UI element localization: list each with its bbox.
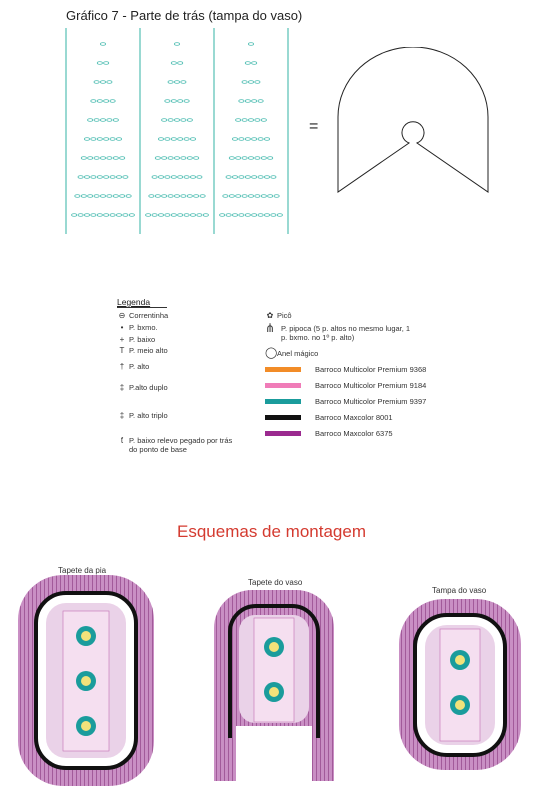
- legend-label: P. meio alto: [129, 346, 168, 355]
- chain-stitch-mark: [100, 81, 105, 84]
- legend-label: P. alto triplo: [129, 411, 168, 420]
- chain-stitch-mark: [152, 176, 157, 179]
- chain-stitch-mark: [181, 81, 186, 84]
- chain-stitch-mark: [88, 157, 93, 160]
- chain-stitch-mark: [78, 176, 83, 179]
- yarn-swatch: [265, 399, 301, 404]
- chain-stitch-mark: [271, 214, 276, 217]
- double-crochet-icon: †: [119, 362, 125, 371]
- magic-ring-icon: ◯: [265, 347, 278, 359]
- chain-stitch-mark: [152, 214, 157, 217]
- chain-stitch-mark: [236, 195, 241, 198]
- legend-label: P. baixo relevo pegado por trás do ponto de base: [129, 436, 233, 454]
- chain-stitch-mark: [232, 214, 237, 217]
- yarn-swatch: [265, 383, 301, 388]
- chain-stitch-mark: [158, 176, 163, 179]
- assembly-diagram-tapete-pia: [16, 573, 156, 788]
- chain-stitch-mark: [190, 214, 195, 217]
- chain-stitch-mark: [116, 176, 121, 179]
- chain-stitch-mark: [110, 214, 115, 217]
- chain-stitch-mark: [72, 214, 77, 217]
- flower-motifs: [76, 626, 96, 736]
- legend-item-p-meio-alto: [117, 346, 168, 355]
- chain-stitch-mark: [91, 138, 96, 141]
- stitch-chart: [60, 26, 300, 238]
- chain-stitch-mark: [110, 176, 115, 179]
- chain-stitch-mark: [107, 157, 112, 160]
- chain-stitch-mark: [252, 214, 257, 217]
- chain-stitch-mark: [116, 138, 121, 141]
- chain-stitch-mark: [162, 119, 167, 122]
- chain-stitch-mark: [252, 176, 257, 179]
- chain-stitch-mark: [94, 195, 99, 198]
- chain-stitch-mark: [97, 176, 102, 179]
- chain-stitch-mark: [120, 157, 125, 160]
- chain-stitch-mark: [158, 214, 163, 217]
- legend-item-p-alto-duplo: [117, 383, 168, 392]
- yarn-label: Barroco Maxcolor 6375: [315, 429, 393, 438]
- chain-stitch-mark: [178, 176, 183, 179]
- picot-icon: ✿: [266, 311, 274, 320]
- chain-stitch-mark: [239, 214, 244, 217]
- assembly-heading: Esquemas de montagem: [177, 522, 366, 541]
- chain-stitch-mark: [226, 176, 231, 179]
- chain-stitch-mark: [116, 214, 121, 217]
- chain-stitch-mark: [91, 100, 96, 103]
- chain-stitch-mark: [107, 119, 112, 122]
- chain-stitch-mark: [97, 100, 102, 103]
- chain-stitch-mark: [149, 195, 154, 198]
- chain-stitch-mark: [223, 195, 228, 198]
- yarn-label: Barroco Maxcolor 8001: [315, 413, 393, 422]
- legend-label: Anel mágico: [277, 349, 319, 358]
- legend-item-anel-magico: [265, 349, 318, 358]
- chart-title: Gráfico 7 - Parte de trás (tampa do vaso): [66, 8, 303, 23]
- chain-stitch-mark: [168, 119, 173, 122]
- legend-label: P. bxmo.: [129, 323, 158, 332]
- yarn-swatch: [265, 367, 301, 372]
- chain-stitch-mark: [248, 157, 253, 160]
- chain-stitch-mark: [226, 214, 231, 217]
- slip-stitch-icon: •: [120, 323, 124, 332]
- chain-stitch-mark: [190, 176, 195, 179]
- chain-stitch-mark: [146, 214, 151, 217]
- chain-stitch-mark: [245, 214, 250, 217]
- chain-stitch-mark: [88, 119, 93, 122]
- chain-stitch-mark: [84, 214, 89, 217]
- chain-stitch-mark: [91, 214, 96, 217]
- chain-stitch-mark: [104, 100, 109, 103]
- chain-stitch-mark: [245, 100, 250, 103]
- chain-stitch-mark: [203, 214, 208, 217]
- chain-stitch-mark: [174, 195, 179, 198]
- chain-stitch-mark: [88, 195, 93, 198]
- chain-stitch-mark: [165, 214, 170, 217]
- chain-stitch-mark: [271, 176, 276, 179]
- yarn-swatch: [265, 431, 301, 436]
- chain-stitch-mark: [113, 157, 118, 160]
- chain-stitch-mark: [181, 195, 186, 198]
- chain-stitch-mark: [248, 195, 253, 198]
- chain-stitch-mark: [242, 157, 247, 160]
- chain-stitch-mark: [104, 214, 109, 217]
- chain-stitch-mark: [168, 81, 173, 84]
- chain-stitch-mark: [178, 138, 183, 141]
- back-post-stitch-icon: ƭ: [120, 436, 124, 445]
- chain-stitch-mark: [113, 119, 118, 122]
- chain-stitch-mark: [110, 100, 115, 103]
- legend-label: P. pipoca (5 p. altos no mesmo lugar, 1 p. bxmo. no 1º p. alto): [281, 324, 411, 342]
- chain-stitch-mark: [91, 176, 96, 179]
- chain-stitch-mark: [165, 100, 170, 103]
- chain-stitch-mark: [165, 176, 170, 179]
- lid-shape-outline: [333, 47, 493, 202]
- treble-crochet-icon: ‡: [119, 383, 125, 392]
- chain-stitch-mark: [174, 119, 179, 122]
- assembly-diagram-tapete-vaso: [212, 588, 336, 783]
- diagram-label-tampa-vaso: Tampa do vaso: [432, 586, 487, 595]
- chain-stitch-mark: [171, 138, 176, 141]
- chain-stitch-mark: [171, 100, 176, 103]
- chain-stitch-mark: [165, 138, 170, 141]
- chain-stitch-mark: [104, 138, 109, 141]
- chain-stitch-mark: [120, 195, 125, 198]
- chain-stitch-mark: [255, 81, 260, 84]
- chain-stitch-mark: [81, 195, 86, 198]
- chain-stitch-mark: [94, 157, 99, 160]
- chain-stitch-mark: [255, 157, 260, 160]
- chain-stitch-mark: [232, 176, 237, 179]
- chain-stitch-mark: [81, 157, 86, 160]
- single-crochet-icon: +: [119, 335, 125, 344]
- legend-item-p-baixo: [117, 335, 155, 344]
- chain-stitch-mark: [174, 81, 179, 84]
- legend-label: Correntinha: [129, 311, 169, 320]
- popcorn-stitch-icon: ⋔: [265, 321, 276, 335]
- chain-stitch-mark: [239, 138, 244, 141]
- chain-stitch-mark: [162, 195, 167, 198]
- chain-stitch-mark: [229, 195, 234, 198]
- chain-stitch-mark: [220, 214, 225, 217]
- legend-item-pipoca: [265, 321, 415, 342]
- legend-label: P.alto duplo: [129, 383, 168, 392]
- chain-stitch-mark: [274, 195, 279, 198]
- chain-stitch-mark: [97, 214, 102, 217]
- equals-sign: =: [309, 118, 319, 135]
- chain-stitch-mark: [190, 138, 195, 141]
- chain-stitch-mark: [258, 100, 263, 103]
- chain-stitch-mark: [158, 138, 163, 141]
- chain-stitch-mark: [258, 214, 263, 217]
- chain-stitch-mark: [184, 176, 189, 179]
- yarn-swatch: [265, 415, 301, 420]
- chain-stitch-mark: [232, 138, 237, 141]
- chain-stitch-mark: [268, 157, 273, 160]
- chain-stitch-mark: [107, 81, 112, 84]
- chain-stitch-mark: [184, 214, 189, 217]
- chain-stitch-mark: [261, 195, 266, 198]
- chain-stitch-mark: [107, 195, 112, 198]
- chain-stitch-mark: [178, 214, 183, 217]
- chain-stitch-mark: [78, 214, 83, 217]
- chain-stitch-mark: [197, 214, 202, 217]
- chain-stitch-mark: [264, 214, 269, 217]
- diagram-label-tapete-pia: Tapete da pia: [58, 566, 107, 575]
- chain-stitch-mark: [245, 138, 250, 141]
- chain-stitch-mark: [187, 119, 192, 122]
- chain-stitch-mark: [155, 157, 160, 160]
- chain-stitch-mark: [84, 138, 89, 141]
- chain-stitch-mark: [252, 100, 257, 103]
- chain-stitch-mark: [252, 138, 257, 141]
- chain-stitch-mark: [264, 176, 269, 179]
- legend-item-correntinha: [117, 311, 168, 320]
- chain-stitch-mark: [104, 176, 109, 179]
- chain-stitch-mark: [100, 157, 105, 160]
- chain-stitch-mark: [84, 176, 89, 179]
- chain-stitch-mark: [197, 176, 202, 179]
- chain-stitch-mark: [171, 62, 176, 65]
- chain-stitch-mark: [248, 81, 253, 84]
- chain-stitch-mark: [245, 62, 250, 65]
- chain-stitch-mark: [200, 195, 205, 198]
- yarn-label: Barroco Multicolor Premium 9397: [315, 397, 427, 406]
- chain-stitch-mark: [123, 214, 128, 217]
- chain-stitch-mark: [162, 157, 167, 160]
- chain-stitch-mark: [155, 195, 160, 198]
- chain-stitch-mark: [229, 157, 234, 160]
- legend-item-p-baixo-relevo: [117, 436, 237, 454]
- chain-stitch-mark: [261, 119, 266, 122]
- chain-stitch-mark: [178, 100, 183, 103]
- chain-stitch-mark: [194, 195, 199, 198]
- chain-stitch-mark: [258, 138, 263, 141]
- chain-stitch-mark: [181, 157, 186, 160]
- chain-stitch-mark: [194, 157, 199, 160]
- chain-stitch-mark: [94, 119, 99, 122]
- chain-stitch-mark: [239, 100, 244, 103]
- chain-stitch-mark: [242, 81, 247, 84]
- chain-stitch-mark: [248, 43, 253, 46]
- chain-stitch-mark: [181, 119, 186, 122]
- chain-stitch-mark: [242, 119, 247, 122]
- chain-stitch-mark: [252, 62, 257, 65]
- chain-stitch-mark: [174, 43, 179, 46]
- legend-item-pico: [265, 311, 292, 320]
- chain-stitch-mark: [255, 119, 260, 122]
- chain-stitch-mark: [129, 214, 134, 217]
- chain-stitch-mark: [97, 138, 102, 141]
- double-treble-crochet-icon: ‡: [119, 411, 125, 420]
- chain-stitch-mark: [100, 119, 105, 122]
- chain-stitch-mark: [187, 157, 192, 160]
- chain-stitch-mark: [277, 214, 282, 217]
- chain-stitch-mark: [261, 157, 266, 160]
- chain-stitch-mark: [123, 176, 128, 179]
- chain-stitch-mark: [178, 62, 183, 65]
- chain-stitch-mark: [126, 195, 131, 198]
- chain-stitch-mark: [239, 176, 244, 179]
- chain-stitch-mark: [242, 195, 247, 198]
- chain-stitch-mark: [100, 195, 105, 198]
- chain-stitch-mark: [113, 195, 118, 198]
- chain-stitch-mark: [255, 195, 260, 198]
- chain-stitch-mark: [248, 119, 253, 122]
- chain-stitch-mark: [236, 119, 241, 122]
- chain-stitch-mark: [187, 195, 192, 198]
- yarn-label: Barroco Multicolor Premium 9368: [315, 365, 427, 374]
- chain-stitch-mark: [264, 138, 269, 141]
- chain-stitch-mark: [258, 176, 263, 179]
- chain-stitch-mark: [97, 62, 102, 65]
- chain-stitch-mark: [236, 157, 241, 160]
- chain-stitch-mark: [168, 195, 173, 198]
- chain-stitch-mark: [104, 62, 109, 65]
- chain-stitch-mark: [75, 195, 80, 198]
- legend-item-p-alto: [117, 362, 149, 371]
- chain-stitch-icon: ⊖: [118, 311, 126, 320]
- legend-title: Legenda: [117, 297, 151, 307]
- chain-stitch-mark: [110, 138, 115, 141]
- chain-stitch-mark: [171, 176, 176, 179]
- chain-stitch-mark: [100, 43, 105, 46]
- legend-underline: [117, 307, 167, 308]
- chain-stitch-mark: [94, 81, 99, 84]
- chain-stitch-mark: [184, 100, 189, 103]
- yarn-label: Barroco Multicolor Premium 9184: [315, 381, 427, 390]
- chain-stitch-mark: [184, 138, 189, 141]
- assembly-diagram-tampa-vaso: [397, 597, 523, 772]
- legend-label: Picô: [277, 311, 292, 320]
- chain-stitch-mark: [168, 157, 173, 160]
- legend-item-p-bxmo: [117, 323, 158, 332]
- half-double-crochet-icon: T: [119, 346, 125, 355]
- legend-label: P. baixo: [129, 335, 156, 344]
- chain-stitch-mark: [268, 195, 273, 198]
- legend-label: P. alto: [129, 362, 150, 371]
- legend-item-p-alto-triplo: [117, 411, 168, 420]
- chain-stitch-mark: [174, 157, 179, 160]
- chain-stitch-mark: [171, 214, 176, 217]
- chain-stitch-mark: [245, 176, 250, 179]
- diagram-label-tapete-vaso: Tapete do vaso: [248, 578, 303, 587]
